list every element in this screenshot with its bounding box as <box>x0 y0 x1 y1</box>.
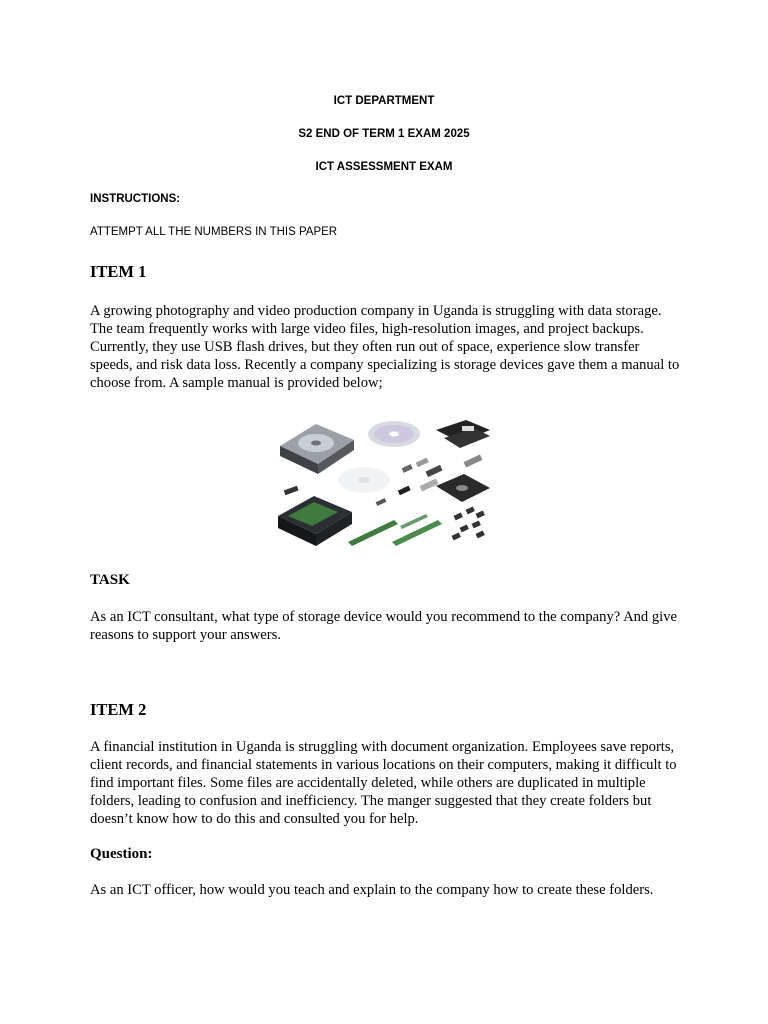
compact-disc-icon <box>368 421 420 447</box>
instructions-text: ATTEMPT ALL THE NUMBERS IN THIS PAPER <box>90 226 338 238</box>
task-text: As an ICT consultant, what type of storage device would you recommend to the company? And give reasons to support your answers. <box>90 609 677 643</box>
question-title: Question: <box>90 846 153 862</box>
item1-title: ITEM 1 <box>90 262 147 281</box>
instructions-label: INSTRUCTIONS: <box>90 193 181 205</box>
item1-scenario: A growing photography and video production company in Uganda is struggling with data storage. The team frequently works with large video files, high-resolution images, and project backups. Currently, they use USB flash drives, but they often run out of space, experience slow transfer speeds, and risk data loss. Recently a company specializing is storage devices gave them a manual to choose from. A sample manual is provided below; <box>90 303 680 391</box>
storage-devices-image <box>276 416 494 550</box>
question-text: As an ICT officer, how would you teach and explain to the company how to create these folders. <box>90 882 654 898</box>
white-disc-icon <box>338 467 390 493</box>
department-title: ICT DEPARTMENT <box>333 95 435 107</box>
assessment-title: ICT ASSESSMENT EXAM <box>315 161 453 173</box>
item2-scenario: A financial institution in Uganda is struggling with document organization. Employees save reports, client records, and financial statements in various locations on their computers, making it difficult to find important files. Some files are accidentally deleted, while others are duplicated in multiple folders, leading to confusion and inefficiency. The manger suggested that they create folders but doesn’t know how to do this and consulted you for help. <box>90 739 677 827</box>
item2-title: ITEM 2 <box>90 700 147 719</box>
exam-title: S2 END OF TERM 1 EXAM 2025 <box>298 128 470 140</box>
task-title: TASK <box>90 572 130 588</box>
